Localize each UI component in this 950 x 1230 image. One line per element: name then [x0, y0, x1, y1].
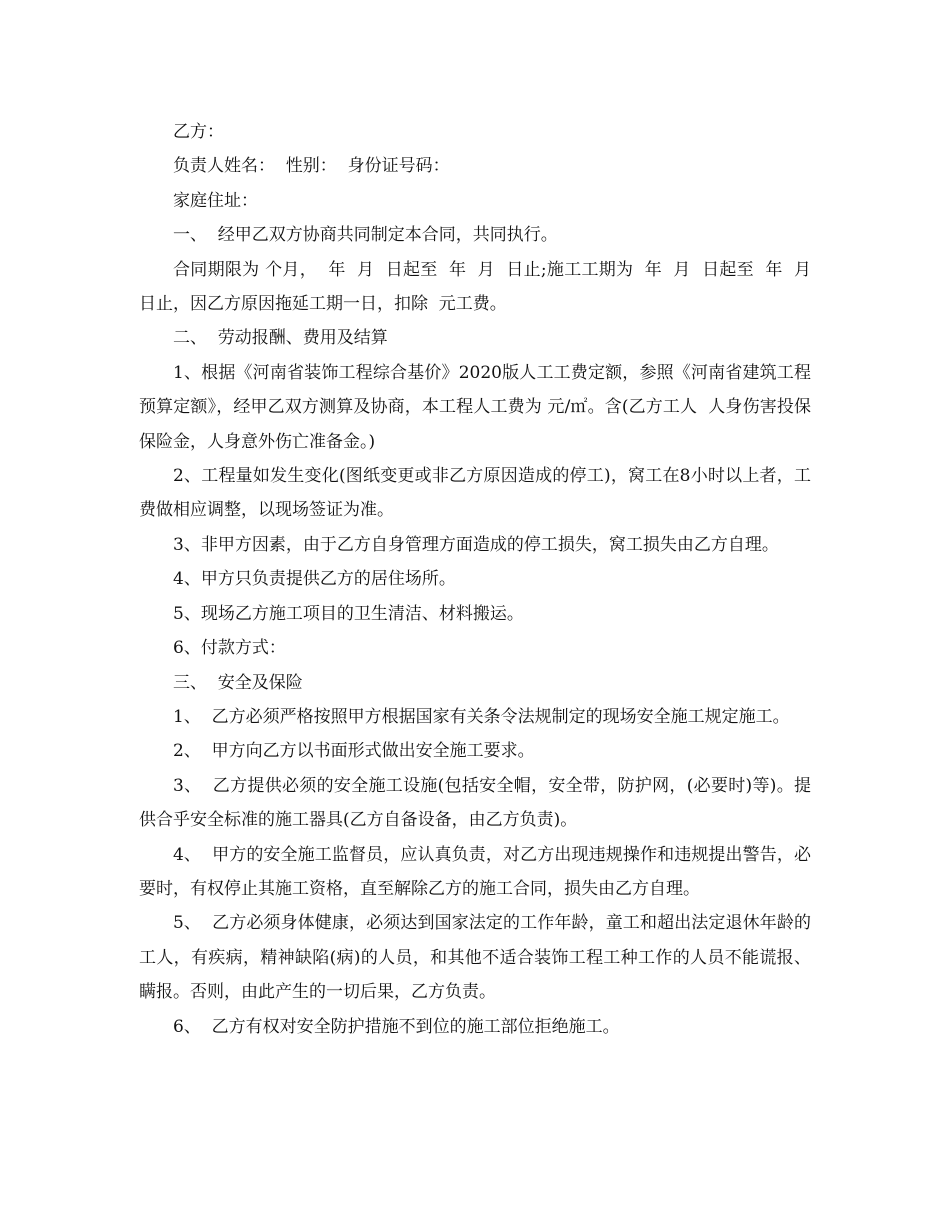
section-2-heading: 二、 劳动报酬、费用及结算 [173, 328, 388, 349]
section-3-clause-4: 4、 甲方的安全施工监督员，应认真负责，对乙方出现违规操作和违规提出警告，必要时，有权停止其施工资格，直至解除乙方的施工合同，损失由乙方自理。 [139, 844, 811, 899]
section-2-clause-4: 4、甲方只负责提供乙方的居住场所。 [173, 569, 456, 590]
document-page [139, 115, 822, 1044]
section-3-clause-3: 3、 乙方提供必须的安全施工设施(包括安全帽，安全带，防护网，(必要时)等)。提供合乎安全标准的施工器具(乙方自备设备，由乙方负责)。 [139, 775, 811, 831]
section-3-heading: 三、 安全及保险 [173, 672, 303, 693]
section-2-clause-5: 5、现场乙方施工项目的卫生清洁、材料搬运。 [173, 603, 524, 624]
section-3-clause-1: 1、 乙方必须严格按照甲方根据国家有关条令法规制定的现场安全施工规定施工。 [173, 706, 790, 727]
section-3-clause-2: 2、 甲方向乙方以书面形式做出安全施工要求。 [173, 741, 535, 762]
party-b-line: 乙方： [173, 122, 224, 142]
section-3-clause-6: 6、 乙方有权对安全防护措施不到位的施工部位拒绝施工。 [173, 1016, 620, 1037]
home-address-line: 家庭住址： [173, 190, 258, 211]
responsible-person-line: 负责人姓名： 性别： 身份证号码： [173, 156, 450, 177]
section-2-clause-2: 2、工程量如发生变化(图纸变更或非乙方原因造成的停工)，窝工在8小时以上者，工费做相应调整，以现场签证为准。 [139, 466, 811, 521]
contract-term-paragraph: 合同期限为 个月， 年 月 日起至 年 月 日止;施工工期为 年 月 日起至 年 月 日止，因乙方原因拖延工期一日，扣除 元工费。 [139, 259, 822, 315]
section-2-clause-1: 1、根据《河南省装饰工程综合基价》2020版人工工费定额，参照《河南省建筑工程预算定额》，经甲乙双方测算及协商，本工程人工费为 元/㎡。含(乙方工人 人身伤害投保保险金，人身意外伤亡准备金。) [139, 362, 811, 452]
section-2-clause-6: 6、付款方式： [173, 638, 286, 659]
section-3-clause-5: 5、 乙方必须身体健康，必须达到国家法定的工作年龄，童工和超出法定退休年龄的工人，有疾病，精神缺陷(病)的人员，和其他不适合装饰工程工种工作的人员不能谎报、瞒报。否则，由此产生的一切后果，乙方负责。 [139, 913, 811, 1003]
section-1-heading: 一、 经甲乙双方协商共同制定本合同，共同执行。 [173, 225, 558, 246]
section-2-clause-3: 3、非甲方因素，由于乙方自身管理方面造成的停工损失，窝工损失由乙方自理。 [173, 534, 779, 555]
